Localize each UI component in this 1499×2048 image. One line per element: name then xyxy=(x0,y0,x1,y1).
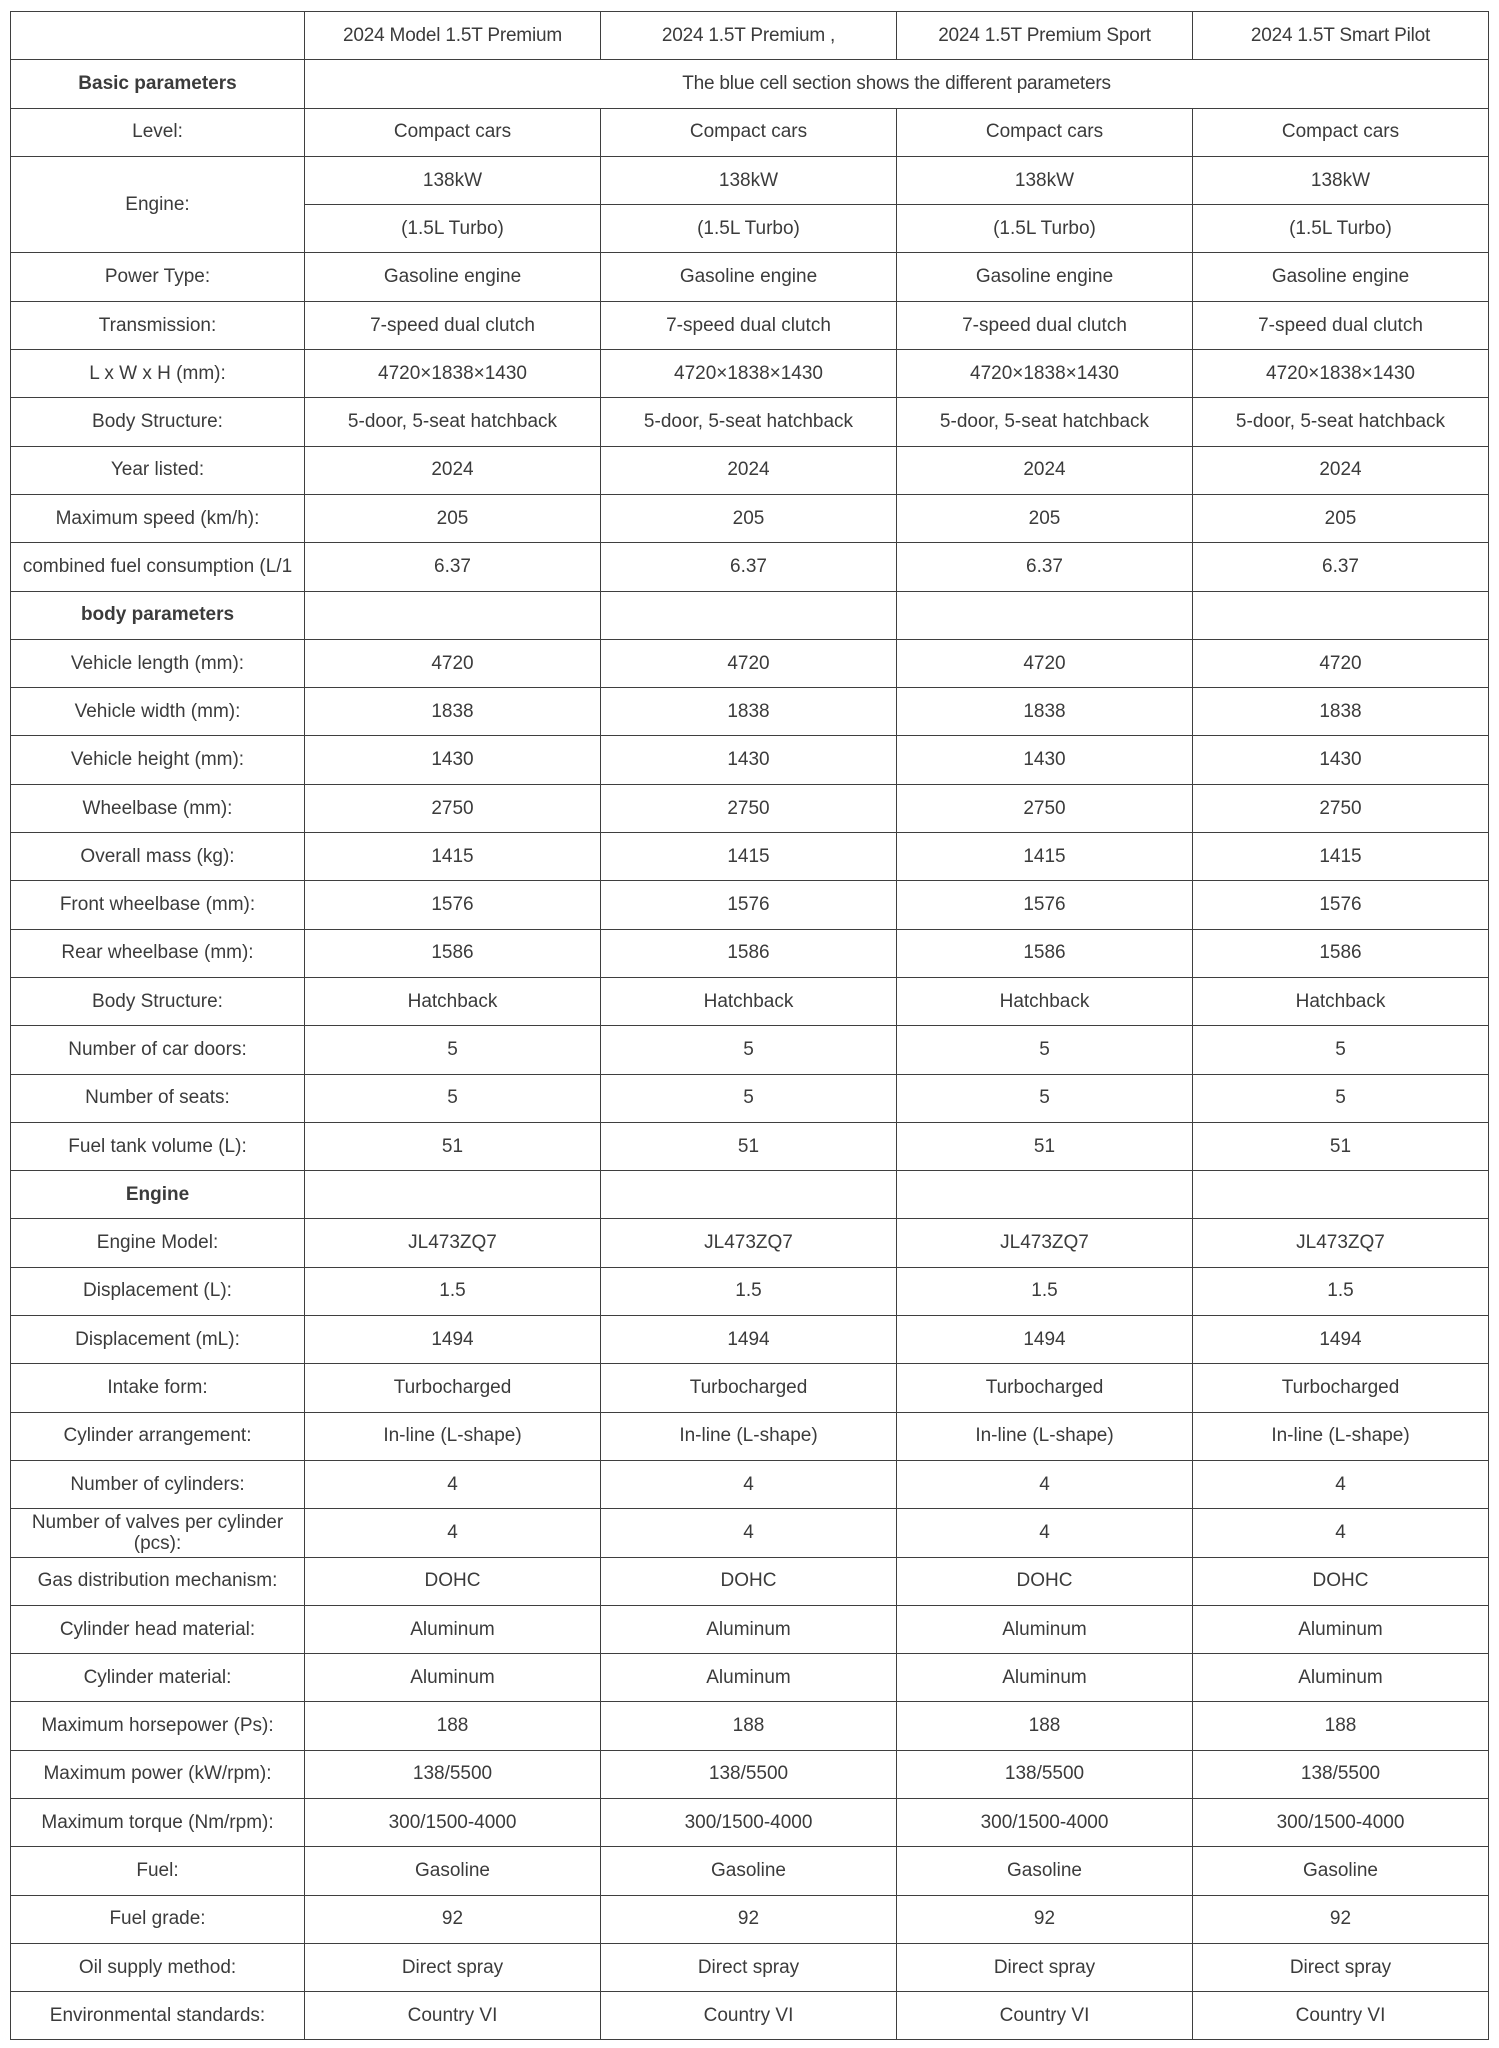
spec-value-cell: 2024 xyxy=(601,446,897,494)
spec-value-cell: 5 xyxy=(305,1074,601,1122)
spec-value-cell: 5-door, 5-seat hatchback xyxy=(305,398,601,446)
spec-row-number-of-valves-per-cylinder-pcs xyxy=(11,1509,1489,1557)
spec-value-cell: 205 xyxy=(897,494,1193,542)
spec-value-cell: 1838 xyxy=(305,688,601,736)
spec-value-cell: Country VI xyxy=(1193,1992,1489,2040)
spec-label-cell-front-wheelbase-mm: Front wheelbase (mm): xyxy=(11,881,305,929)
spec-value-cell: JL473ZQ7 xyxy=(305,1219,601,1267)
spec-row-displacement-l xyxy=(11,1267,1489,1315)
spec-label-cell-environmental-standards: Environmental standards: xyxy=(11,1992,305,2040)
spec-label-cell-fuel-grade: Fuel grade: xyxy=(11,1895,305,1943)
spec-value-cell: Aluminum xyxy=(305,1605,601,1653)
spec-value-cell: 1576 xyxy=(305,881,601,929)
spec-value-cell: 92 xyxy=(897,1895,1193,1943)
spec-row-rear-wheelbase-mm xyxy=(11,929,1489,977)
spec-label-cell-number-of-valves-per-cylinder-pcs: Number of valves per cylinder (pcs): xyxy=(11,1509,305,1557)
spec-value-cell: 4 xyxy=(305,1460,601,1508)
spec-value-cell: Hatchback xyxy=(897,977,1193,1025)
spec-value-cell: Hatchback xyxy=(1193,977,1489,1025)
section-label-cell: Basic parameters xyxy=(11,60,305,108)
spec-value-cell: 138/5500 xyxy=(305,1750,601,1798)
spec-value-cell: 1415 xyxy=(897,833,1193,881)
spec-value-cell: Aluminum xyxy=(897,1654,1193,1702)
spec-value-cell: Gasoline xyxy=(305,1847,601,1895)
spec-row-maximum-horsepower-ps xyxy=(11,1702,1489,1750)
spec-value-cell: 2024 xyxy=(1193,446,1489,494)
spec-value-cell: 5-door, 5-seat hatchback xyxy=(1193,398,1489,446)
spec-row-l-x-w-x-h-mm xyxy=(11,350,1489,398)
spec-value-cell: 1.5 xyxy=(897,1267,1193,1315)
spec-value-cell: 1430 xyxy=(1193,736,1489,784)
spec-label-cell-cylinder-arrangement: Cylinder arrangement: xyxy=(11,1412,305,1460)
spec-value-cell: 1586 xyxy=(305,929,601,977)
spec-value-cell: 138kW xyxy=(601,156,897,204)
spec-value-cell: Turbocharged xyxy=(1193,1364,1489,1412)
spec-value-cell: 188 xyxy=(601,1702,897,1750)
spec-label-cell-gas-distribution-mechanism: Gas distribution mechanism: xyxy=(11,1557,305,1605)
spec-label-cell-level: Level: xyxy=(11,108,305,156)
spec-value-cell: DOHC xyxy=(897,1557,1193,1605)
spec-value-cell: 2024 xyxy=(305,446,601,494)
spec-label-cell-vehicle-height-mm: Vehicle height (mm): xyxy=(11,736,305,784)
spec-row-fuel xyxy=(11,1847,1489,1895)
spec-value-cell: Aluminum xyxy=(601,1654,897,1702)
spec-value-cell: 4720 xyxy=(897,639,1193,687)
spec-value-cell: Compact cars xyxy=(897,108,1193,156)
corner-cell xyxy=(11,12,305,60)
spec-value-cell: 7-speed dual clutch xyxy=(897,301,1193,349)
spec-value-cell: 1415 xyxy=(305,833,601,881)
spec-row-engine-model xyxy=(11,1219,1489,1267)
spec-row-combined-fuel-consumption-l-1 xyxy=(11,543,1489,591)
spec-value-cell: In-line (L-shape) xyxy=(601,1412,897,1460)
spec-table-body xyxy=(11,12,1489,2040)
spec-value-cell: Gasoline engine xyxy=(1193,253,1489,301)
spec-label-cell-number-of-seats: Number of seats: xyxy=(11,1074,305,1122)
spec-label-cell-maximum-speed-km-h: Maximum speed (km/h): xyxy=(11,494,305,542)
spec-value-cell: 1415 xyxy=(1193,833,1489,881)
spec-row-maximum-torque-nm-rpm xyxy=(11,1798,1489,1846)
spec-row-transmission xyxy=(11,301,1489,349)
spec-value-cell: Aluminum xyxy=(601,1605,897,1653)
spec-value-cell: Direct spray xyxy=(1193,1943,1489,1991)
spec-value-cell: (1.5L Turbo) xyxy=(601,205,897,253)
spec-value-cell: 1430 xyxy=(305,736,601,784)
spec-value-cell: DOHC xyxy=(305,1557,601,1605)
trim-header-cell-2024-1-5t-smart-pilot: 2024 1.5T Smart Pilot xyxy=(1193,12,1489,60)
spec-value-cell: 138/5500 xyxy=(897,1750,1193,1798)
spec-value-cell: 138kW xyxy=(897,156,1193,204)
spec-value-cell: 1838 xyxy=(601,688,897,736)
spec-value-cell: 1576 xyxy=(897,881,1193,929)
spec-row-environmental-standards xyxy=(11,1992,1489,2040)
spec-label-cell-year-listed: Year listed: xyxy=(11,446,305,494)
empty-value-cell xyxy=(601,591,897,639)
spec-value-cell: Gasoline engine xyxy=(305,253,601,301)
spec-value-cell: 300/1500-4000 xyxy=(897,1798,1193,1846)
spec-row-vehicle-length-mm xyxy=(11,639,1489,687)
spec-value-cell: 51 xyxy=(305,1122,601,1170)
spec-value-cell: Aluminum xyxy=(1193,1605,1489,1653)
spec-value-cell: 51 xyxy=(1193,1122,1489,1170)
trim-header-cell-2024-1-5t-premium: 2024 1.5T Premium , xyxy=(601,12,897,60)
spec-value-cell: Aluminum xyxy=(1193,1654,1489,1702)
spec-value-cell: 5-door, 5-seat hatchback xyxy=(897,398,1193,446)
spec-value-cell: JL473ZQ7 xyxy=(897,1219,1193,1267)
spec-value-cell: 5 xyxy=(1193,1026,1489,1074)
empty-value-cell xyxy=(1193,591,1489,639)
spec-row-vehicle-height-mm xyxy=(11,736,1489,784)
empty-value-cell xyxy=(305,591,601,639)
spec-label-cell-displacement-ml: Displacement (mL): xyxy=(11,1316,305,1364)
spec-label-cell-intake-form: Intake form: xyxy=(11,1364,305,1412)
spec-value-cell: 4 xyxy=(601,1509,897,1557)
spec-value-cell: In-line (L-shape) xyxy=(1193,1412,1489,1460)
section-row-engine xyxy=(11,1171,1489,1219)
spec-value-cell: 1576 xyxy=(1193,881,1489,929)
spec-value-cell: (1.5L Turbo) xyxy=(305,205,601,253)
spec-row-gas-distribution-mechanism xyxy=(11,1557,1489,1605)
spec-value-cell: 51 xyxy=(897,1122,1193,1170)
spec-value-cell: Country VI xyxy=(897,1992,1193,2040)
spec-value-cell: 138kW xyxy=(305,156,601,204)
spec-value-cell: 1838 xyxy=(1193,688,1489,736)
spec-value-cell: Gasoline xyxy=(897,1847,1193,1895)
spec-value-cell: Gasoline engine xyxy=(601,253,897,301)
spec-label-cell-engine-model: Engine Model: xyxy=(11,1219,305,1267)
spec-label-cell-number-of-cylinders: Number of cylinders: xyxy=(11,1460,305,1508)
spec-value-cell: Country VI xyxy=(305,1992,601,2040)
spec-value-cell: 6.37 xyxy=(1193,543,1489,591)
spec-value-cell: 138/5500 xyxy=(601,1750,897,1798)
spec-value-cell: 300/1500-4000 xyxy=(305,1798,601,1846)
spec-value-cell: Direct spray xyxy=(897,1943,1193,1991)
spec-value-cell: 5 xyxy=(601,1026,897,1074)
spec-value-cell: In-line (L-shape) xyxy=(305,1412,601,1460)
spec-value-cell: Compact cars xyxy=(601,108,897,156)
spec-value-cell: 1586 xyxy=(897,929,1193,977)
spec-value-cell: (1.5L Turbo) xyxy=(897,205,1193,253)
spec-row-power-type xyxy=(11,253,1489,301)
spec-value-cell: 4720×1838×1430 xyxy=(1193,350,1489,398)
spec-value-cell: Hatchback xyxy=(305,977,601,1025)
spec-value-cell: 1430 xyxy=(897,736,1193,784)
header-row xyxy=(11,12,1489,60)
spec-value-cell: Direct spray xyxy=(305,1943,601,1991)
spec-value-cell: 4 xyxy=(305,1509,601,1557)
spec-value-cell: 7-speed dual clutch xyxy=(1193,301,1489,349)
spec-value-cell: 92 xyxy=(601,1895,897,1943)
spec-value-cell: 1.5 xyxy=(1193,1267,1489,1315)
spec-row-body-structure xyxy=(11,977,1489,1025)
spec-row-number-of-cylinders xyxy=(11,1460,1489,1508)
trim-header-cell-2024-1-5t-premium-sport: 2024 1.5T Premium Sport xyxy=(897,12,1193,60)
spec-value-cell: 1415 xyxy=(601,833,897,881)
spec-value-cell: DOHC xyxy=(601,1557,897,1605)
spec-row-number-of-car-doors xyxy=(11,1026,1489,1074)
spec-value-cell: 92 xyxy=(305,1895,601,1943)
spec-value-cell: 4 xyxy=(601,1460,897,1508)
spec-value-cell: 205 xyxy=(1193,494,1489,542)
spec-value-cell: 1494 xyxy=(897,1316,1193,1364)
spec-value-cell: 300/1500-4000 xyxy=(601,1798,897,1846)
spec-value-cell: 138kW xyxy=(1193,156,1489,204)
spec-value-cell: 5 xyxy=(897,1074,1193,1122)
spec-value-cell: 4 xyxy=(897,1460,1193,1508)
spec-label-cell-combined-fuel-consumption-l-1: combined fuel consumption (L/1 xyxy=(11,543,305,591)
spec-label-cell-engine: Engine: xyxy=(11,156,305,253)
spec-row-intake-form xyxy=(11,1364,1489,1412)
spec-value-cell: Gasoline engine xyxy=(897,253,1193,301)
spec-label-cell-power-type: Power Type: xyxy=(11,253,305,301)
spec-value-cell: 51 xyxy=(601,1122,897,1170)
section-row-body-parameters xyxy=(11,591,1489,639)
spec-label-cell-displacement-l: Displacement (L): xyxy=(11,1267,305,1315)
spec-value-cell: Hatchback xyxy=(601,977,897,1025)
spec-value-cell: 205 xyxy=(601,494,897,542)
spec-row-cylinder-head-material xyxy=(11,1605,1489,1653)
spec-value-cell: 2750 xyxy=(305,784,601,832)
spec-value-cell: 4720 xyxy=(1193,639,1489,687)
spec-value-cell: Gasoline xyxy=(1193,1847,1489,1895)
spec-row-fuel-grade xyxy=(11,1895,1489,1943)
spec-label-cell-maximum-torque-nm-rpm: Maximum torque (Nm/rpm): xyxy=(11,1798,305,1846)
section-label-cell: Engine xyxy=(11,1171,305,1219)
spec-value-cell: Gasoline xyxy=(601,1847,897,1895)
empty-value-cell xyxy=(897,591,1193,639)
spec-label-cell-number-of-car-doors: Number of car doors: xyxy=(11,1026,305,1074)
spec-label-cell-transmission: Transmission: xyxy=(11,301,305,349)
spec-value-cell: 5-door, 5-seat hatchback xyxy=(601,398,897,446)
spec-row-fuel-tank-volume-l xyxy=(11,1122,1489,1170)
spec-row-front-wheelbase-mm xyxy=(11,881,1489,929)
spec-value-cell: 92 xyxy=(1193,1895,1489,1943)
spec-label-cell-rear-wheelbase-mm: Rear wheelbase (mm): xyxy=(11,929,305,977)
section-label-cell: body parameters xyxy=(11,591,305,639)
spec-value-cell: 4720×1838×1430 xyxy=(601,350,897,398)
spec-value-cell: 205 xyxy=(305,494,601,542)
spec-row-body-structure xyxy=(11,398,1489,446)
spec-row-cylinder-material xyxy=(11,1654,1489,1702)
spec-value-cell: 1430 xyxy=(601,736,897,784)
spec-row-cylinder-arrangement xyxy=(11,1412,1489,1460)
trim-header-cell-2024-model-1-5t-premium: 2024 Model 1.5T Premium xyxy=(305,12,601,60)
spec-value-cell: 188 xyxy=(897,1702,1193,1750)
spec-value-cell: 1494 xyxy=(305,1316,601,1364)
spec-label-cell-overall-mass-kg: Overall mass (kg): xyxy=(11,833,305,881)
spec-value-cell: 5 xyxy=(1193,1074,1489,1122)
spec-label-cell-body-structure: Body Structure: xyxy=(11,398,305,446)
spec-label-cell-fuel: Fuel: xyxy=(11,1847,305,1895)
empty-value-cell xyxy=(1193,1171,1489,1219)
spec-value-cell: 2750 xyxy=(897,784,1193,832)
spec-value-cell: (1.5L Turbo) xyxy=(1193,205,1489,253)
spec-value-cell: 300/1500-4000 xyxy=(1193,1798,1489,1846)
section-note-cell: The blue cell section shows the different parameters xyxy=(305,60,1489,108)
spec-label-cell-vehicle-length-mm: Vehicle length (mm): xyxy=(11,639,305,687)
spec-table xyxy=(10,11,1489,2040)
spec-value-cell: 4 xyxy=(1193,1509,1489,1557)
spec-value-cell: Direct spray xyxy=(601,1943,897,1991)
spec-value-cell: 188 xyxy=(305,1702,601,1750)
spec-value-cell: 6.37 xyxy=(305,543,601,591)
spec-value-cell: 2750 xyxy=(601,784,897,832)
spec-value-cell: 1586 xyxy=(1193,929,1489,977)
spec-value-cell: JL473ZQ7 xyxy=(1193,1219,1489,1267)
spec-value-cell: 4 xyxy=(897,1509,1193,1557)
spec-value-cell: Compact cars xyxy=(1193,108,1489,156)
spec-row-level xyxy=(11,108,1489,156)
spec-row-year-listed xyxy=(11,446,1489,494)
spec-value-cell: 5 xyxy=(897,1026,1193,1074)
spec-value-cell: 1494 xyxy=(1193,1316,1489,1364)
spec-value-cell: 6.37 xyxy=(601,543,897,591)
spec-value-cell: 1.5 xyxy=(305,1267,601,1315)
spec-value-cell: 5 xyxy=(601,1074,897,1122)
spec-label-cell-body-structure: Body Structure: xyxy=(11,977,305,1025)
empty-value-cell xyxy=(897,1171,1193,1219)
spec-value-cell: 1586 xyxy=(601,929,897,977)
spec-value-cell: Turbocharged xyxy=(897,1364,1193,1412)
spec-value-cell: 4720 xyxy=(305,639,601,687)
spec-row-displacement-ml xyxy=(11,1316,1489,1364)
spec-label-cell-vehicle-width-mm: Vehicle width (mm): xyxy=(11,688,305,736)
section-row-basic-parameters xyxy=(11,60,1489,108)
spec-value-cell: 1494 xyxy=(601,1316,897,1364)
spec-value-cell: JL473ZQ7 xyxy=(601,1219,897,1267)
spec-value-cell: 4720 xyxy=(601,639,897,687)
spec-value-cell: 4 xyxy=(1193,1460,1489,1508)
spec-row-oil-supply-method xyxy=(11,1943,1489,1991)
spec-value-cell: 2024 xyxy=(897,446,1193,494)
spec-label-cell-maximum-power-kw-rpm: Maximum power (kW/rpm): xyxy=(11,1750,305,1798)
spec-label-cell-wheelbase-mm: Wheelbase (mm): xyxy=(11,784,305,832)
empty-value-cell xyxy=(305,1171,601,1219)
spec-row-wheelbase-mm xyxy=(11,784,1489,832)
spec-label-cell-oil-supply-method: Oil supply method: xyxy=(11,1943,305,1991)
spec-value-cell: 188 xyxy=(1193,1702,1489,1750)
spec-value-cell: 6.37 xyxy=(897,543,1193,591)
spec-label-cell-l-x-w-x-h-mm: L x W x H (mm): xyxy=(11,350,305,398)
spec-value-cell: In-line (L-shape) xyxy=(897,1412,1193,1460)
spec-label-cell-fuel-tank-volume-l: Fuel tank volume (L): xyxy=(11,1122,305,1170)
spec-value-cell: 1.5 xyxy=(601,1267,897,1315)
spec-value-cell: 2750 xyxy=(1193,784,1489,832)
spec-value-cell: 7-speed dual clutch xyxy=(601,301,897,349)
spec-value-cell: Aluminum xyxy=(897,1605,1193,1653)
spec-label-cell-cylinder-material: Cylinder material: xyxy=(11,1654,305,1702)
spec-value-cell: 1576 xyxy=(601,881,897,929)
spec-value-cell: Compact cars xyxy=(305,108,601,156)
spec-value-cell: Turbocharged xyxy=(305,1364,601,1412)
spec-row-maximum-speed-km-h xyxy=(11,494,1489,542)
spec-row-vehicle-width-mm xyxy=(11,688,1489,736)
empty-value-cell xyxy=(601,1171,897,1219)
spec-label-cell-cylinder-head-material: Cylinder head material: xyxy=(11,1605,305,1653)
spec-value-cell: 4720×1838×1430 xyxy=(305,350,601,398)
spec-value-cell: 138/5500 xyxy=(1193,1750,1489,1798)
spec-value-cell: DOHC xyxy=(1193,1557,1489,1605)
spec-value-cell: 4720×1838×1430 xyxy=(897,350,1193,398)
spec-value-cell: 7-speed dual clutch xyxy=(305,301,601,349)
spec-value-cell: 5 xyxy=(305,1026,601,1074)
spec-row-maximum-power-kw-rpm xyxy=(11,1750,1489,1798)
spec-row-number-of-seats xyxy=(11,1074,1489,1122)
spec-value-cell: Country VI xyxy=(601,1992,897,2040)
spec-value-cell: Aluminum xyxy=(305,1654,601,1702)
spec-label-cell-maximum-horsepower-ps: Maximum horsepower (Ps): xyxy=(11,1702,305,1750)
spec-row-engine-0 xyxy=(11,156,1489,204)
spec-row-overall-mass-kg xyxy=(11,833,1489,881)
spec-value-cell: 1838 xyxy=(897,688,1193,736)
spec-value-cell: Turbocharged xyxy=(601,1364,897,1412)
